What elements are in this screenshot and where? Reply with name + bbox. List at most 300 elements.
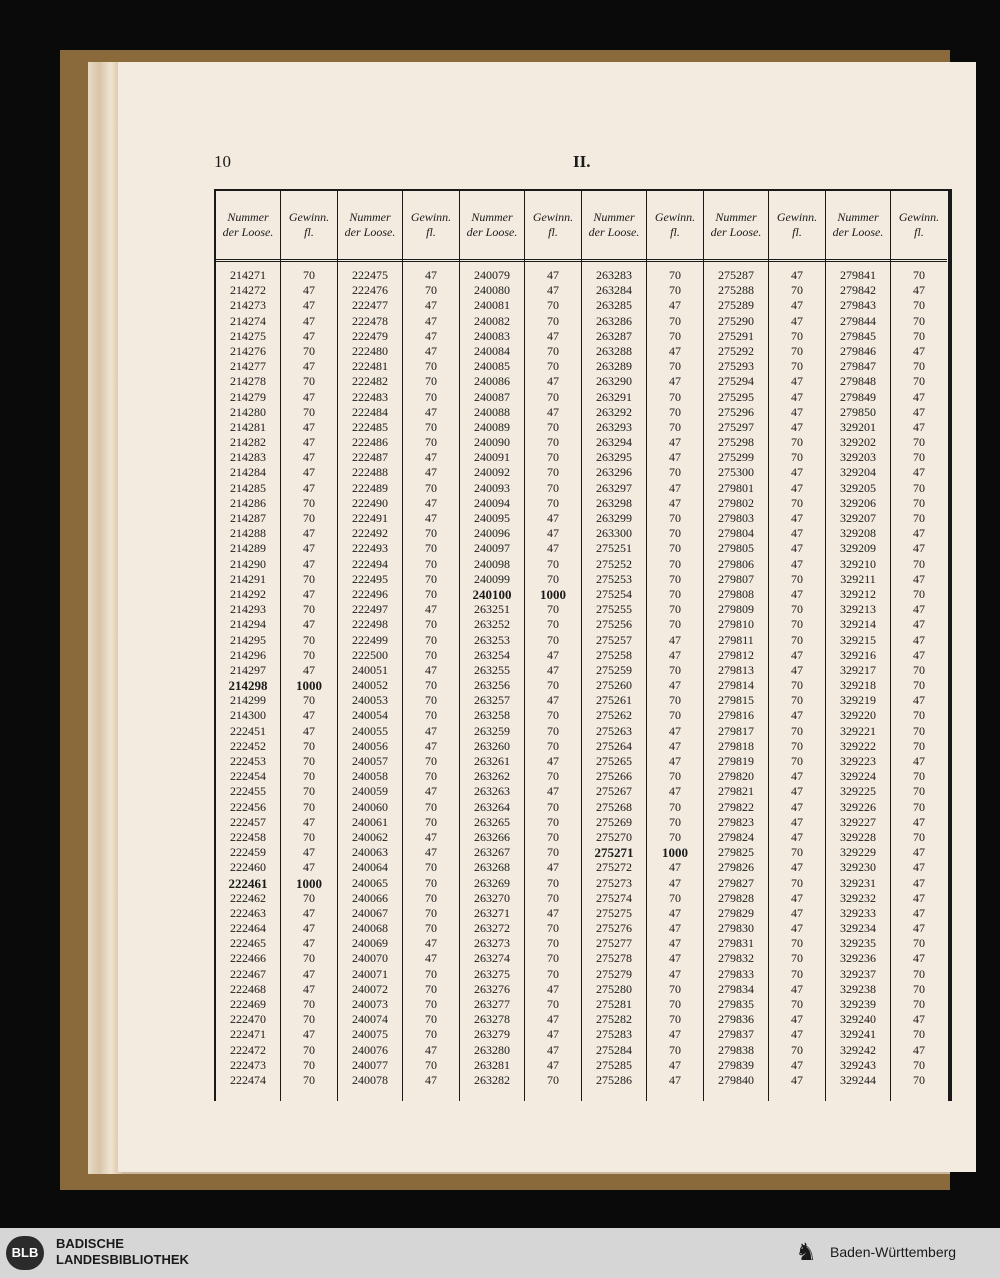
ticket-number: 222486 [352, 435, 388, 450]
ticket-number: 214288 [230, 526, 266, 541]
prize-value: 47 [913, 921, 925, 936]
prize-value: 70 [669, 814, 681, 829]
prize-header [891, 191, 947, 262]
ticket-number: 240073 [352, 997, 388, 1011]
prize-value: 70 [425, 374, 437, 389]
ticket-number: 240086 [474, 374, 510, 389]
ticket-number: 240072 [352, 981, 388, 996]
ticket-number: 222478 [352, 313, 388, 328]
ticket-number: 279809 [718, 602, 754, 617]
library-name-line1: BADISCHE [56, 1236, 124, 1251]
ticket-number: 263278 [474, 1012, 510, 1027]
prize-value: 47 [303, 313, 315, 328]
prize-value: 70 [669, 829, 681, 844]
prize-value: 47 [913, 632, 925, 647]
prize-value: 70 [669, 541, 681, 556]
ticket-number: 275298 [718, 435, 754, 450]
prize-column [403, 191, 459, 1101]
prize-value: 70 [547, 632, 559, 647]
ticket-number: 222463 [230, 905, 266, 920]
prize-value: 47 [791, 708, 803, 723]
ticket-number: 263295 [596, 450, 632, 465]
prize-value: 47 [303, 480, 315, 495]
prize-value: 47 [791, 784, 803, 799]
header-line: fl. [670, 225, 680, 239]
prize-value: 70 [303, 997, 315, 1011]
prize-value: 47 [791, 814, 803, 829]
ticket-number: 279813 [718, 662, 754, 677]
prize-value: 47 [791, 556, 803, 571]
ticket-number: 240071 [352, 966, 388, 981]
ticket-number: 222485 [352, 419, 388, 434]
prize-value: 70 [425, 754, 437, 768]
prize-value: 70 [425, 966, 437, 981]
ticket-number: 275297 [718, 419, 754, 434]
prize-column [525, 191, 581, 1101]
ticket-number: 275266 [596, 769, 632, 784]
prize-value: 70 [669, 328, 681, 343]
ticket-number: 275267 [596, 784, 632, 799]
ticket-number: 263281 [474, 1057, 510, 1072]
prize-value: 47 [791, 981, 803, 996]
header-line: fl. [914, 225, 924, 239]
ticket-number: 263293 [596, 419, 632, 434]
ticket-number: 222468 [230, 981, 266, 996]
prize-value: 70 [913, 450, 925, 465]
prize-value: 70 [547, 997, 559, 1011]
ticket-number: 214292 [230, 586, 266, 601]
prize-value: 47 [913, 419, 925, 434]
ticket-number: 275286 [596, 1072, 632, 1087]
prize-value: 47 [791, 1027, 803, 1042]
ticket-number: 275258 [596, 647, 632, 662]
prize-value: 70 [303, 890, 315, 905]
header-line: der Loose. [832, 225, 884, 239]
prize-value: 70 [303, 374, 315, 389]
prize-value: 47 [425, 784, 437, 799]
prize-value: 47 [669, 875, 681, 890]
ticket-number: 275252 [596, 556, 632, 571]
prize-value: 47 [669, 860, 681, 875]
prize-value: 47 [669, 495, 681, 510]
prize-value: 47 [547, 693, 559, 708]
ticket-number: 279825 [718, 845, 754, 860]
ticket-number: 275268 [596, 799, 632, 814]
ticket-number: 275293 [718, 359, 754, 374]
ticket-number: 275270 [596, 829, 632, 844]
ticket-number: 275260 [596, 678, 632, 693]
prize-value: 47 [669, 343, 681, 358]
ticket-number: 240059 [352, 784, 388, 799]
prize-value: 47 [425, 313, 437, 328]
ticket-number: 214273 [230, 298, 266, 313]
prize-value: 47 [791, 313, 803, 328]
ticket-number: 240063 [352, 845, 388, 860]
ticket-number: 222471 [230, 1027, 266, 1042]
ticket-number: 214293 [230, 602, 266, 617]
ticket-number: 275253 [596, 571, 632, 586]
ticket-number: 329242 [840, 1042, 876, 1057]
ticket-number: 240056 [352, 738, 388, 753]
prize-value: 47 [669, 951, 681, 966]
prize-value: 70 [425, 708, 437, 723]
state-name[interactable]: Baden-Württemberg [830, 1244, 957, 1260]
ticket-number: 329225 [840, 784, 876, 799]
ticket-number: 222480 [352, 343, 388, 358]
ticket-number: 214287 [230, 511, 266, 525]
prize-value: 47 [303, 435, 315, 450]
ticket-number: 279840 [718, 1072, 754, 1087]
prize-value: 70 [547, 465, 559, 480]
ticket-number: 275264 [596, 738, 632, 753]
ticket-number: 214274 [230, 313, 266, 328]
ticket-number: 263275 [474, 966, 510, 981]
ticket-number: 329240 [840, 1012, 876, 1027]
prize-value: 47 [913, 526, 925, 541]
header-line: der Loose. [466, 225, 518, 239]
prize-value: 47 [791, 480, 803, 495]
prize-value: 70 [791, 936, 803, 951]
ticket-number: 329231 [840, 875, 876, 890]
ticket-number: 275279 [596, 966, 632, 981]
prize-value: 47 [303, 526, 315, 541]
prize-column [647, 191, 703, 1101]
ticket-number: 275278 [596, 951, 632, 966]
prize-value: 47 [303, 936, 315, 951]
ticket-number: 275273 [596, 875, 632, 890]
ticket-number: 263291 [596, 389, 632, 404]
ticket-number: 240084 [474, 343, 510, 358]
ticket-number: 240085 [474, 359, 510, 374]
ticket-number: 275280 [596, 981, 632, 996]
ticket-number: 240082 [474, 313, 510, 328]
ticket-number: 222477 [352, 298, 388, 313]
ticket-number: 214272 [230, 283, 266, 298]
ticket-number: 329210 [840, 556, 876, 571]
prize-value: 70 [913, 769, 925, 784]
ticket-number: 279824 [718, 829, 754, 844]
ticket-number: 222456 [230, 799, 266, 814]
ticket-number: 240078 [352, 1072, 388, 1087]
prize-value: 47 [791, 1057, 803, 1072]
prize-value: 47 [669, 450, 681, 465]
ticket-number: 263252 [474, 617, 510, 632]
prize-value: 47 [791, 586, 803, 601]
prize-value: 47 [547, 541, 559, 556]
ticket-number: 240064 [352, 860, 388, 875]
ticket-number: 279837 [718, 1027, 754, 1042]
ticket-number: 263254 [474, 647, 510, 662]
header-line: Gewinn. [532, 210, 574, 224]
prize-value: 70 [913, 936, 925, 951]
ticket-number: 240080 [474, 283, 510, 298]
prize-value: 70 [669, 769, 681, 784]
prize-column [891, 191, 947, 1101]
ticket-number: 222491 [352, 511, 388, 525]
number-header [582, 191, 646, 262]
prize-value: 70 [913, 1072, 925, 1087]
prize-value: 47 [791, 268, 803, 282]
prize-value: 70 [669, 602, 681, 617]
ticket-number: 279850 [840, 404, 876, 419]
ticket-number: 263296 [596, 465, 632, 480]
ticket-number: 329226 [840, 799, 876, 814]
prize-value: 70 [669, 511, 681, 525]
table-column-group [216, 191, 338, 1101]
ticket-number: 214299 [230, 693, 266, 708]
header-line: Nummer [715, 210, 757, 224]
prize-value: 70 [791, 602, 803, 617]
prize-header [403, 191, 459, 262]
prize-value: 70 [547, 936, 559, 951]
ticket-number: 240092 [474, 465, 510, 480]
prize-value: 70 [303, 1072, 315, 1087]
prize-value: 47 [669, 754, 681, 768]
prize-value: 70 [913, 662, 925, 677]
number-column [460, 191, 525, 1101]
ticket-number: 279804 [718, 526, 754, 541]
prize-value: 47 [303, 814, 315, 829]
prize-value: 70 [425, 1027, 437, 1042]
blb-logo-icon[interactable]: BLB [6, 1236, 44, 1270]
prize-value: 47 [303, 328, 315, 343]
ticket-number: 329224 [840, 769, 876, 784]
prize-value: 70 [791, 678, 803, 693]
prize-value: 47 [547, 511, 559, 525]
ticket-number: 329203 [840, 450, 876, 465]
ticket-number: 263274 [474, 951, 510, 966]
prize-value: 47 [303, 966, 315, 981]
prize-header [769, 191, 825, 262]
ticket-number: 263265 [474, 814, 510, 829]
prize-value: 47 [913, 845, 925, 860]
prize-value: 70 [303, 647, 315, 662]
prize-value: 70 [669, 313, 681, 328]
prize-value: 70 [547, 708, 559, 723]
ticket-number: 222452 [230, 738, 266, 753]
prize-value: 70 [791, 997, 803, 1011]
prize-value: 70 [425, 814, 437, 829]
prize-value: 70 [425, 283, 437, 298]
prize-value: 47 [303, 617, 315, 632]
prize-value: 47 [669, 435, 681, 450]
prize-value: 47 [303, 921, 315, 936]
prize-value: 70 [547, 389, 559, 404]
prize-value: 70 [791, 754, 803, 768]
prize-value: 70 [547, 419, 559, 434]
ticket-number: 275290 [718, 313, 754, 328]
prize-value: 47 [669, 678, 681, 693]
number-column [338, 191, 403, 1101]
prize-value: 70 [425, 997, 437, 1011]
library-name[interactable] [56, 1236, 189, 1268]
prize-value: 70 [913, 328, 925, 343]
ticket-number: 263273 [474, 936, 510, 951]
ticket-number: 222496 [352, 586, 388, 601]
ticket-number: 222460 [230, 860, 266, 875]
ticket-number: 222467 [230, 966, 266, 981]
ticket-number: 329204 [840, 465, 876, 480]
header-line: fl. [426, 225, 436, 239]
ticket-number: 275271 [594, 845, 634, 861]
prize-value: 70 [303, 511, 315, 525]
prize-value: 70 [791, 343, 803, 358]
ticket-number: 263298 [596, 495, 632, 510]
ticket-number: 275269 [596, 814, 632, 829]
prize-value: 70 [547, 829, 559, 844]
ticket-number: 329214 [840, 617, 876, 632]
prize-value: 70 [791, 328, 803, 343]
ticket-number: 329227 [840, 814, 876, 829]
prize-value: 70 [913, 784, 925, 799]
ticket-number: 214289 [230, 541, 266, 556]
prize-value: 47 [303, 905, 315, 920]
number-column [582, 191, 647, 1101]
ticket-number: 263259 [474, 723, 510, 738]
prize-value: 70 [303, 343, 315, 358]
ticket-number: 222490 [352, 495, 388, 510]
prize-value: 70 [669, 997, 681, 1011]
prize-value: 70 [669, 617, 681, 632]
ticket-number: 222492 [352, 526, 388, 541]
footer-bar [0, 1228, 1000, 1278]
ticket-number: 240060 [352, 799, 388, 814]
prize-value: 70 [913, 678, 925, 693]
prize-value: 47 [669, 298, 681, 313]
ticket-number: 279802 [718, 495, 754, 510]
number-header [704, 191, 768, 262]
prize-value: 70 [425, 419, 437, 434]
book-page [118, 62, 976, 1172]
ticket-number: 275291 [718, 328, 754, 343]
prize-value: 70 [791, 632, 803, 647]
ticket-number: 240094 [474, 495, 510, 510]
ticket-number: 275262 [596, 708, 632, 723]
prize-value: 47 [547, 1027, 559, 1042]
prize-value: 47 [303, 283, 315, 298]
ticket-number: 240054 [352, 708, 388, 723]
prize-value: 70 [303, 829, 315, 844]
ticket-number: 329239 [840, 997, 876, 1011]
prize-value: 47 [913, 617, 925, 632]
prize-value: 70 [547, 875, 559, 890]
prize-value: 47 [669, 723, 681, 738]
ticket-number: 275294 [718, 374, 754, 389]
header-line: fl. [548, 225, 558, 239]
ticket-number: 263289 [596, 359, 632, 374]
prize-value: 70 [791, 845, 803, 860]
ticket-number: 329208 [840, 526, 876, 541]
ticket-number: 275299 [718, 450, 754, 465]
ticket-number: 275274 [596, 890, 632, 905]
prize-value: 70 [669, 1042, 681, 1057]
prize-value: 70 [669, 1012, 681, 1027]
ticket-number: 222461 [228, 875, 268, 891]
prize-value: 70 [669, 556, 681, 571]
prize-value: 47 [791, 374, 803, 389]
ticket-number: 279811 [718, 632, 754, 647]
prize-value: 1000 [296, 875, 322, 891]
ticket-number: 263253 [474, 632, 510, 647]
ticket-number: 240096 [474, 526, 510, 541]
ticket-number: 279821 [718, 784, 754, 799]
ticket-number: 222451 [230, 723, 266, 738]
ticket-number: 279849 [840, 389, 876, 404]
ticket-number: 222500 [352, 647, 388, 662]
prize-value: 47 [425, 602, 437, 617]
header-line: Gewinn. [410, 210, 452, 224]
prize-value: 47 [303, 298, 315, 313]
prize-value: 47 [791, 647, 803, 662]
prize-value: 70 [425, 647, 437, 662]
number-header [338, 191, 402, 262]
ticket-number: 240053 [352, 693, 388, 708]
ticket-number: 329212 [840, 586, 876, 601]
prize-value: 70 [425, 389, 437, 404]
ticket-number: 329235 [840, 936, 876, 951]
ticket-number: 263276 [474, 981, 510, 996]
ticket-number: 214286 [230, 495, 266, 510]
ticket-number: 275251 [596, 541, 632, 556]
ticket-number: 329234 [840, 921, 876, 936]
prize-value: 70 [547, 1072, 559, 1087]
number-header [216, 191, 280, 262]
ticket-number: 279822 [718, 799, 754, 814]
ticket-number: 275284 [596, 1042, 632, 1057]
ticket-number: 263258 [474, 708, 510, 723]
ticket-number: 222489 [352, 480, 388, 495]
ticket-number: 263279 [474, 1027, 510, 1042]
header-line: Gewinn. [776, 210, 818, 224]
ticket-number: 240065 [352, 875, 388, 890]
prize-value: 70 [547, 617, 559, 632]
prize-value: 70 [547, 966, 559, 981]
prize-value: 70 [303, 769, 315, 784]
ticket-number: 279847 [840, 359, 876, 374]
ticket-number: 279838 [718, 1042, 754, 1057]
ticket-number: 240097 [474, 541, 510, 556]
prize-value: 70 [547, 921, 559, 936]
prize-value: 70 [669, 981, 681, 996]
ticket-number: 222494 [352, 556, 388, 571]
prize-value: 47 [303, 556, 315, 571]
ticket-number: 263288 [596, 343, 632, 358]
prize-value: 70 [547, 571, 559, 586]
ticket-number: 222462 [230, 890, 266, 905]
prize-value: 70 [425, 526, 437, 541]
ticket-number: 214282 [230, 435, 266, 450]
ticket-number: 279832 [718, 951, 754, 966]
ticket-number: 240061 [352, 814, 388, 829]
ticket-number: 263264 [474, 799, 510, 814]
ticket-number: 329230 [840, 860, 876, 875]
prize-value: 47 [913, 389, 925, 404]
prize-value: 47 [425, 829, 437, 844]
prize-value: 47 [303, 419, 315, 434]
prize-value: 47 [303, 860, 315, 875]
ticket-number: 222484 [352, 404, 388, 419]
ticket-number: 275259 [596, 662, 632, 677]
prize-value: 70 [791, 359, 803, 374]
prize-value: 47 [425, 450, 437, 465]
prize-value: 47 [425, 738, 437, 753]
ticket-number: 263263 [474, 784, 510, 799]
ticket-number: 279807 [718, 571, 754, 586]
table-column-group [582, 191, 704, 1101]
prize-value: 47 [913, 571, 925, 586]
prize-value: 47 [669, 374, 681, 389]
ticket-number: 329241 [840, 1027, 876, 1042]
